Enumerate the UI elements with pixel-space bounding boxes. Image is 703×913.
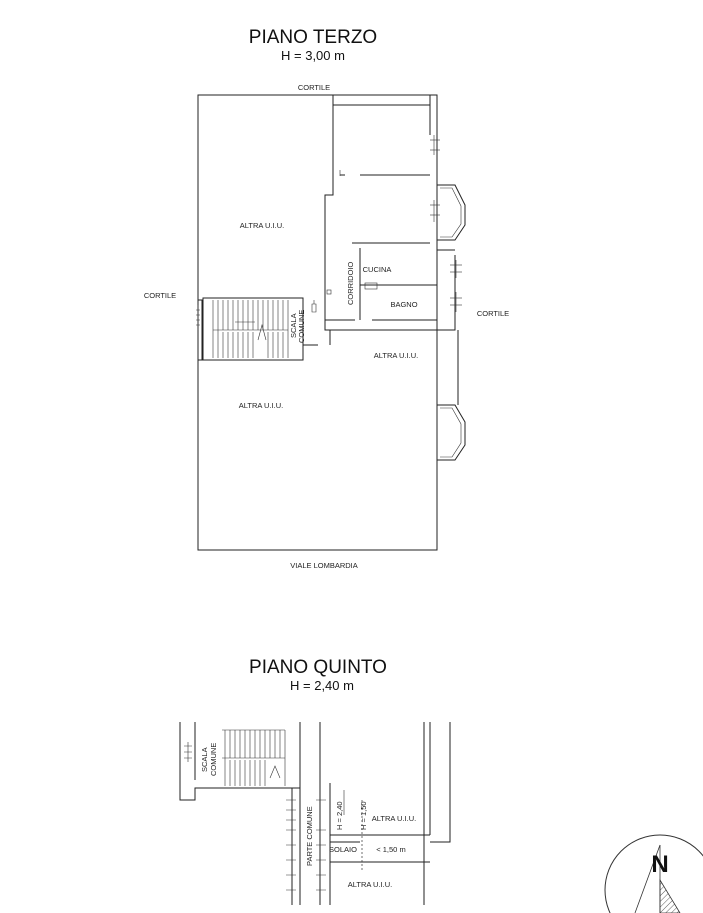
label-h150: H = 1,50 bbox=[359, 801, 368, 830]
label-comune: COMUNE bbox=[297, 309, 306, 343]
label-cortile-left: CORTILE bbox=[143, 291, 177, 300]
label-scala-bottom: SCALA bbox=[200, 747, 209, 772]
plan-top-walls bbox=[196, 95, 465, 550]
label-cortile-top: CORTILE bbox=[297, 83, 331, 92]
plan-bottom-labels bbox=[200, 743, 416, 889]
label-altra-uiu-2: ALTRA U.I.U. bbox=[373, 351, 419, 360]
label-corridoio: CORRIDOIO bbox=[346, 261, 355, 305]
plan-bottom-title: PIANO QUINTO bbox=[249, 657, 387, 678]
label-altra-uiu-bottom-2: ALTRA U.I.U. bbox=[347, 880, 393, 889]
label-cucina: CUCINA bbox=[362, 265, 392, 274]
label-altra-uiu-1: ALTRA U.I.U. bbox=[239, 221, 285, 230]
plan-top-height: H = 3,00 m bbox=[281, 48, 345, 63]
plan-bottom-height: H = 2,40 m bbox=[290, 678, 354, 693]
label-bagno: BAGNO bbox=[390, 300, 418, 309]
label-viale: VIALE LOMBARDIA bbox=[290, 561, 358, 570]
label-altra-uiu-bottom-1: ALTRA U.I.U. bbox=[371, 814, 417, 823]
north-arrow-icon bbox=[605, 835, 703, 913]
label-scala: SCALA bbox=[289, 313, 298, 338]
compass-letter: N bbox=[651, 851, 669, 878]
label-h240: H = 2,40 bbox=[335, 801, 344, 830]
label-altra-uiu-3: ALTRA U.I.U. bbox=[238, 401, 284, 410]
label-cortile-right: CORTILE bbox=[476, 309, 510, 318]
label-lt150: < 1,50 m bbox=[376, 845, 406, 854]
label-comune-bottom: COMUNE bbox=[209, 742, 218, 776]
label-solaio: SOLAIO bbox=[329, 845, 357, 854]
plan-top-labels bbox=[144, 83, 509, 570]
label-parte-comune: PARTE COMUNE bbox=[305, 806, 314, 866]
plan-top-title: PIANO TERZO bbox=[248, 27, 378, 48]
